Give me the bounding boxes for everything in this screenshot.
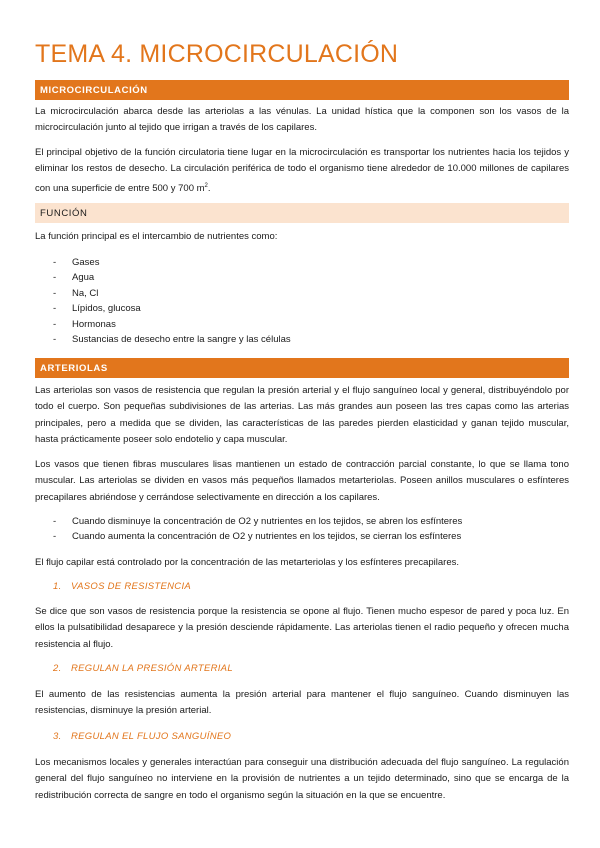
list-item: - Gases	[35, 255, 569, 270]
page-title: TEMA 4. MICROCIRCULACIÓN	[35, 40, 399, 68]
funcion-intro: La función principal es el intercambio de nutrientes como:	[35, 231, 278, 242]
microcirculacion-paragraph-2: El principal objetivo de la función circulatoria tiene lugar en la microcirculación es transportar los nutrientes hacia los tejidos y eliminar los restos de desecho. La circulación periférica de todo el organismo tiene alrededor de 10.000 millones de capilares con una superficie de entre 500 y 700 $m^2$.	[35, 147, 569, 194]
list-item: - Hormonas	[35, 317, 569, 332]
subsection-heading-regulan-presion: 2. REGULAN LA PRESIÓN ARTERIAL	[53, 663, 233, 674]
microcirculacion-paragraph-1: La microcirculación abarca desde las arteriolas a las vénulas. La unidad hística que la componen son los vasos de la microcirculación junto al tejido que irrigan a través de los capilares.	[35, 106, 569, 134]
subsection-text-vasos-de-resistencia: Se dice que son vasos de resistencia porque la resistencia se opone al flujo. Tienen mucho espesor de pared y poca luz. En ellos la pulsatibilidad desaparece y la presión desciende rápidamente. Las arteriolas tienen el radio pequeño y ofrecen mucha resistencia al flujo.	[35, 606, 569, 650]
subsection-text-regulan-presion: El aumento de las resistencias aumenta la presión arterial para mantener el flujo sanguíneo. Cuando disminuyen las resistencias, disminuye la presión arterial.	[35, 689, 569, 717]
arteriolas-paragraph-3: El flujo capilar está controlado por la concentración de las metarteriolas y los esfínteres precapilares.	[35, 557, 460, 568]
list-item: - Cuando disminuye la concentración de O2 y nutrientes en los tejidos, se abren los esfínteres	[35, 514, 569, 529]
arteriolas-list	[35, 514, 569, 545]
list-item: - Na, Cl	[35, 286, 569, 301]
list-item: - Agua	[35, 270, 569, 285]
arteriolas-paragraph-2: Los vasos que tienen fibras musculares lisas mantienen un estado de contracción parcial constante, lo que se llama tono muscular. Las arteriolas se dividen en vasos más pequeños llamados metarteriolas. Poseen anillos musculares o esfínteres precapilares abriéndose y cerrándose selectivamente en dirección a los capilares.	[35, 459, 569, 503]
section-heading-microcirculacion: MICROCIRCULACIÓN	[35, 80, 569, 100]
arteriolas-paragraph-1: Las arteriolas son vasos de resistencia que regulan la presión arterial y el flujo sanguíneo local y general, distribuyéndolo por todo el cuerpo. Son pequeñas subdivisiones de las arterias. Las más grandes aun poseen las tres capas como las arterias principales, pero a medida que se dividen, las características de las paredes pierden elasticidad y ganan tejido muscular, hasta prácticamente poseer solo endotelio y capa muscular.	[35, 385, 569, 445]
list-item: - Sustancias de desecho entre la sangre y las células	[35, 332, 569, 347]
subsection-text-regulan-flujo: Los mecanismos locales y generales interactúan para conseguir una distribución adecuada del flujo sanguíneo. La regulación general del flujo sanguíneo no interviene en la provisión de nutrientes a un tejido determinado, sino que se encarga de la redistribución correcta de sangre en todo el organismo según la situación en la que se encuentre.	[35, 757, 569, 801]
subsection-heading-vasos-de-resistencia: 1. VASOS DE RESISTENCIA	[53, 581, 192, 592]
subsection-heading-regulan-flujo: 3. REGULAN EL FLUJO SANGUÍNEO	[53, 731, 232, 742]
funcion-list	[35, 255, 569, 347]
list-item: - Lípidos, glucosa	[35, 301, 569, 316]
section-heading-funcion: FUNCIÓN	[35, 203, 569, 223]
list-item: - Cuando aumenta la concentración de O2 y nutrientes en los tejidos, se cierran los esfínteres	[35, 529, 569, 544]
section-heading-arteriolas: ARTERIOLAS	[35, 358, 569, 378]
